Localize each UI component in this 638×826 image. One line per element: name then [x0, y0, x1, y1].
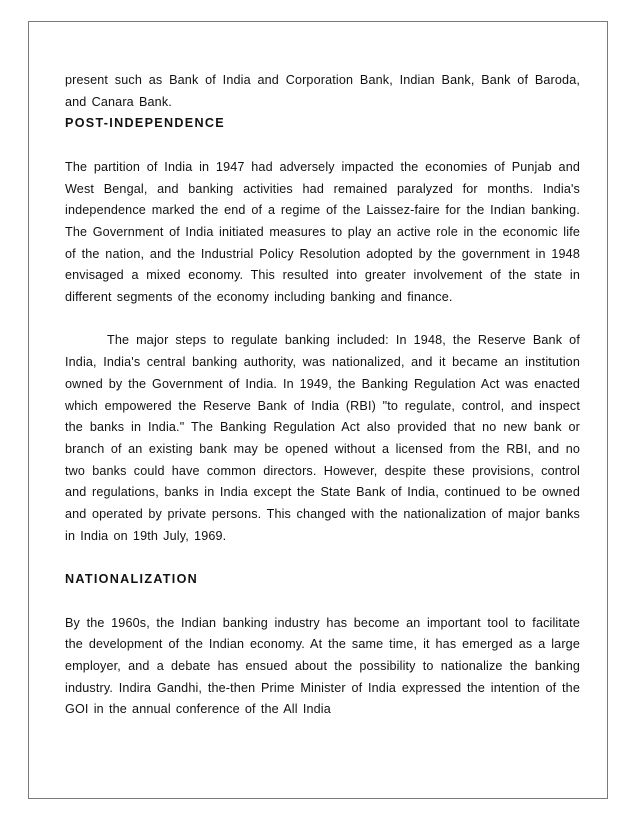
spacer	[65, 547, 580, 569]
section-heading-nationalization: NATIONALIZATION	[65, 572, 199, 587]
spacer	[65, 135, 580, 157]
spacer	[65, 309, 580, 331]
nationalization-paragraph-1: By the 1960s, the Indian banking industry has become an important tool to facilitate the development of the Indian economy. At the same time, it has emerged as a large employer, and a debate has ensued about the possibility to nationalize the banking industry. Indira Gandhi, the-then Prime Minister of India expressed the intention of the GOI in the annual conference of the All India	[65, 615, 580, 717]
post-independence-paragraph-1: The partition of India in 1947 had adversely impacted the economies of Punjab and West Bengal, and banking activities had remained paralyzed for months. India's independence marked the end of a regime of the Laissez-faire for the Indian banking. The Government of India initiated measures to play an active role in the economic life of the nation, and the Industrial Policy Resolution adopted by the government in 1948 envisaged a mixed economy. This resulted into greater involvement of the state in different segments of the economy including banking and finance.	[65, 159, 580, 305]
spacer	[65, 591, 580, 613]
section-heading-post-independence: POST-INDEPENDENCE	[65, 116, 225, 131]
post-independence-paragraph-2: The major steps to regulate banking included: In 1948, the Reserve Bank of India, India's central banking authority, was nationalized, and it became an institution owned by the Government of India. In 1949, the Banking Regulation Act was enacted which empowered the Reserve Bank of India (RBI) "to regulate, control, and inspect the banks in India." The Banking Regulation Act also provided that no new bank or branch of an existing bank may be opened without a licensed from the RBI, and no two banks could have common directors. However, despite these provisions, control and regulations, banks in India except the State Bank of India, continued to be owned and operated by private persons. This changed with the nationalization of major banks in India on 19th July, 1969.	[65, 333, 580, 543]
page-content	[65, 70, 580, 721]
intro-paragraph: present such as Bank of India and Corporation Bank, Indian Bank, Bank of Baroda, and Canara Bank.	[65, 73, 580, 109]
